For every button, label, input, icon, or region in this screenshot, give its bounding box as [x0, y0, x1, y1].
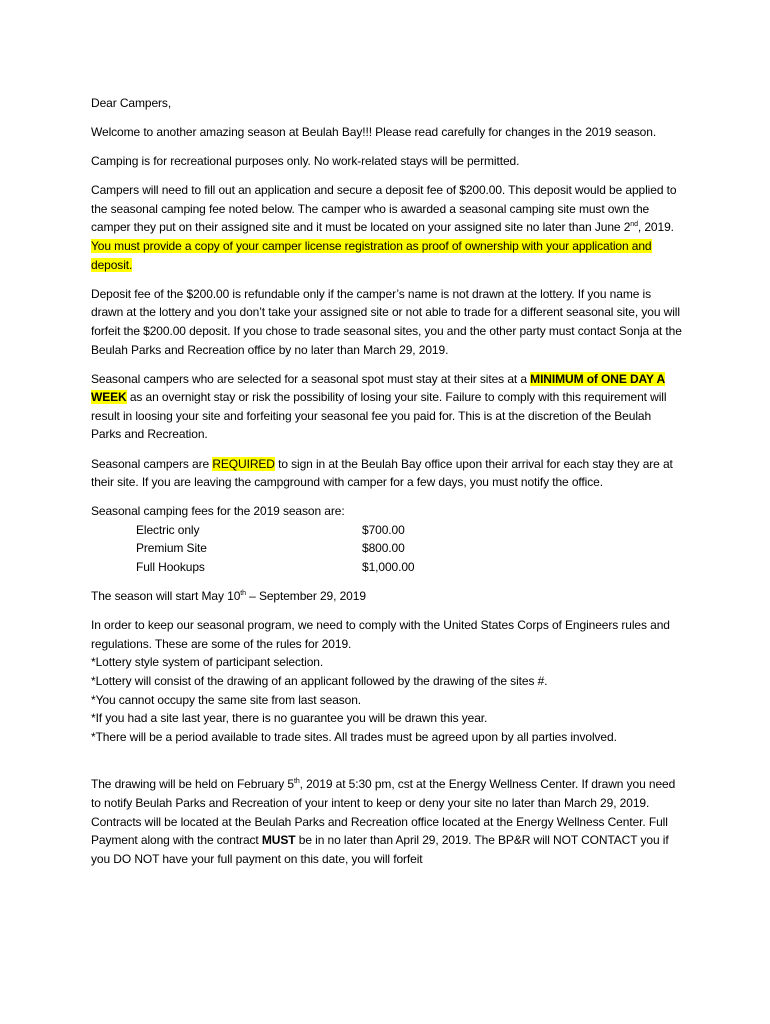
stay-text-b: as an overnight stay or risk the possibility of losing your site. Failure to comply with this requirement will result in loosing your site and forfeiting your seasonal fee you paid for. This is at the discretion of the Beulah Parks and Recreation.: [91, 390, 667, 442]
rule-item: *There will be a period available to trade sites. All trades must be agreed upon by all parties involved.: [91, 729, 617, 744]
fees-intro: Seasonal camping fees for the 2019 season are:: [91, 504, 345, 519]
deposit-text-b: , 2019.: [637, 220, 674, 235]
drawing-sup: th: [293, 778, 300, 786]
season-text-b: – September 29, 2019: [245, 589, 366, 604]
fee-row: [91, 558, 683, 577]
fee-table: [91, 521, 683, 577]
drawing-text-a: The drawing will be held on February 5: [91, 777, 294, 792]
rule-item: *Lottery style system of participant selection.: [91, 655, 324, 670]
season-text-a: The season will start May 10: [91, 589, 241, 604]
rules-block: [91, 616, 683, 746]
stay-paragraph: [91, 370, 683, 444]
welcome-paragraph: Welcome to another amazing season at Beulah Bay!!! Please read carefully for changes in the 2019 season.: [91, 125, 657, 140]
signin-paragraph: [91, 455, 683, 492]
greeting: Dear Campers,: [91, 96, 172, 110]
fee-row: [91, 539, 683, 558]
season-dates: [91, 587, 683, 606]
fee-price: $800.00: [362, 541, 405, 556]
rules-intro: In order to keep our seasonal program, we need to comply with the United States Corps of Engineers rules and regulations. These are some of the rules for 2019.: [91, 618, 670, 651]
fee-price: $700.00: [362, 522, 405, 537]
rule-item: *You cannot occupy the same site from last season.: [91, 692, 362, 707]
signin-highlight: REQUIRED: [212, 456, 275, 471]
deposit-text-a: Campers will need to fill out an application and secure a deposit fee of $200.00. This deposit would be applied to the seasonal camping fee noted below. The camper who is awarded a seasonal camping site must own the camper they put on their assigned site and it must be located on your assigned site no later than June 2: [91, 183, 677, 235]
letter-body: [91, 94, 683, 879]
drawing-paragraph: [91, 775, 683, 868]
signin-text-a: Seasonal campers are: [91, 456, 213, 471]
refund-paragraph: Deposit fee of the $200.00 is refundable only if the camper’s name is not drawn at the lottery. If you name is drawn at the lottery and you don’t take your assigned site or not able to trade for a different seasonal site, you will forfeit the $200.00 deposit. If you chose to trade seasonal sites, you and the other party must contact Sonja at the Beulah Parks and Recreation office by no later than March 29, 2019.: [91, 286, 682, 357]
signin-text-b: to sign in at the Beulah Bay office upon their arrival for each stay they are at their site. If you are leaving the campground with camper for a few days, you must notify the office.: [91, 456, 673, 490]
fee-name: Premium Site: [136, 541, 207, 556]
fee-name: Full Hookups: [136, 559, 205, 574]
drawing-bold: MUST: [261, 833, 296, 848]
drawing-text-c: be in no later than April 29, 2019. The BP&R will NOT CONTACT you if you DO NOT have your full payment on this date, you will forfeit: [91, 833, 669, 866]
recreational-paragraph: Camping is for recreational purposes only. No work-related stays will be permitted.: [91, 154, 520, 169]
fee-name: Electric only: [136, 522, 200, 537]
stay-text-a: Seasonal campers who are selected for a seasonal spot must stay at their sites at a: [91, 371, 531, 386]
stay-highlight: MINIMUM of ONE DAY A WEEK: [91, 371, 666, 405]
season-sup: th: [240, 590, 246, 598]
rule-item: *If you had a site last year, there is no guarantee you will be drawn this year.: [91, 711, 488, 726]
rule-item: *Lottery will consist of the drawing of an applicant followed by the drawing of the sites #.: [91, 673, 548, 688]
fee-row: [91, 521, 683, 540]
drawing-text-b: , 2019 at 5:30 pm, cst at the Energy Wellness Center. If drawn you need to notify Beulah Parks and Recreation of your intent to keep or deny your site no later than March 29, 2019. Contracts will be located at the Beulah Parks and Recreation office located at the Energy Wellness Center. Full Payment along with the contract: [91, 777, 676, 848]
fee-price: $1,000.00: [362, 559, 415, 574]
deposit-paragraph: [91, 181, 683, 274]
deposit-highlight: You must provide a copy of your camper license registration as proof of ownership with your application and deposit.: [91, 239, 652, 272]
deposit-sup: nd: [630, 221, 638, 229]
